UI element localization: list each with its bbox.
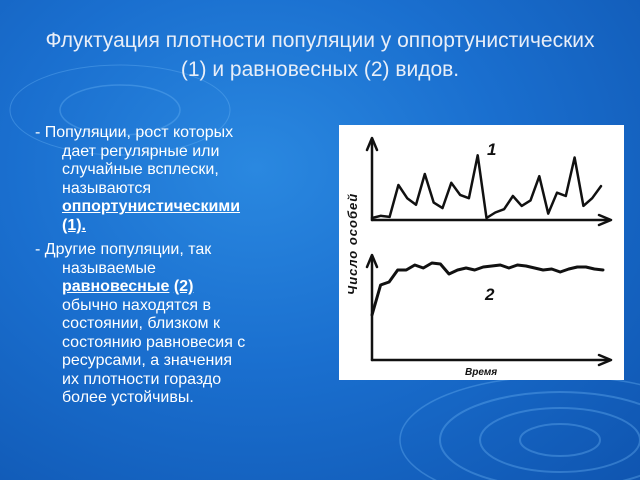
para1-line: называются xyxy=(62,179,152,197)
para2-line: ресурсами, а значения xyxy=(62,352,232,369)
para1-line: дает регулярные или xyxy=(62,142,220,160)
slide-title: Флуктуация плотности популяции у оппортунистических (1) и равновесных (2) видов. xyxy=(45,29,595,81)
curve-2-label: 2 xyxy=(485,285,495,304)
para2-line: состоянии, близком к xyxy=(62,315,220,332)
term-opportunistic-number: (1). xyxy=(62,216,86,234)
paragraph-equilibrium xyxy=(35,241,320,408)
population-figure xyxy=(339,125,624,380)
term-equilibrium-number: (2) xyxy=(173,278,194,295)
population-diagram xyxy=(339,125,624,380)
para1-prefix: - Популяции, рост которых xyxy=(35,124,234,141)
para2-line: называемые xyxy=(62,259,156,277)
para2-line: обычно находятся в xyxy=(62,296,211,314)
para2-line: более устойчивы. xyxy=(62,389,194,406)
curve-opportunistic xyxy=(372,155,601,218)
para2-line: их плотности гораздо xyxy=(62,370,222,388)
para1-line: случайные всплески, xyxy=(62,161,219,178)
x-axis-label: Время xyxy=(465,367,498,378)
term-opportunistic: оппортунистическими xyxy=(62,198,241,215)
y-axis-label: Число особей xyxy=(345,192,360,295)
para2-line: состоянию равновесия с xyxy=(62,333,246,351)
paragraph-opportunistic xyxy=(35,124,320,235)
term-equilibrium: равновесные xyxy=(62,278,170,295)
curve-1-label: 1 xyxy=(487,140,497,159)
body-text xyxy=(35,124,320,414)
para2-prefix: - Другие популяции, так xyxy=(35,241,212,258)
